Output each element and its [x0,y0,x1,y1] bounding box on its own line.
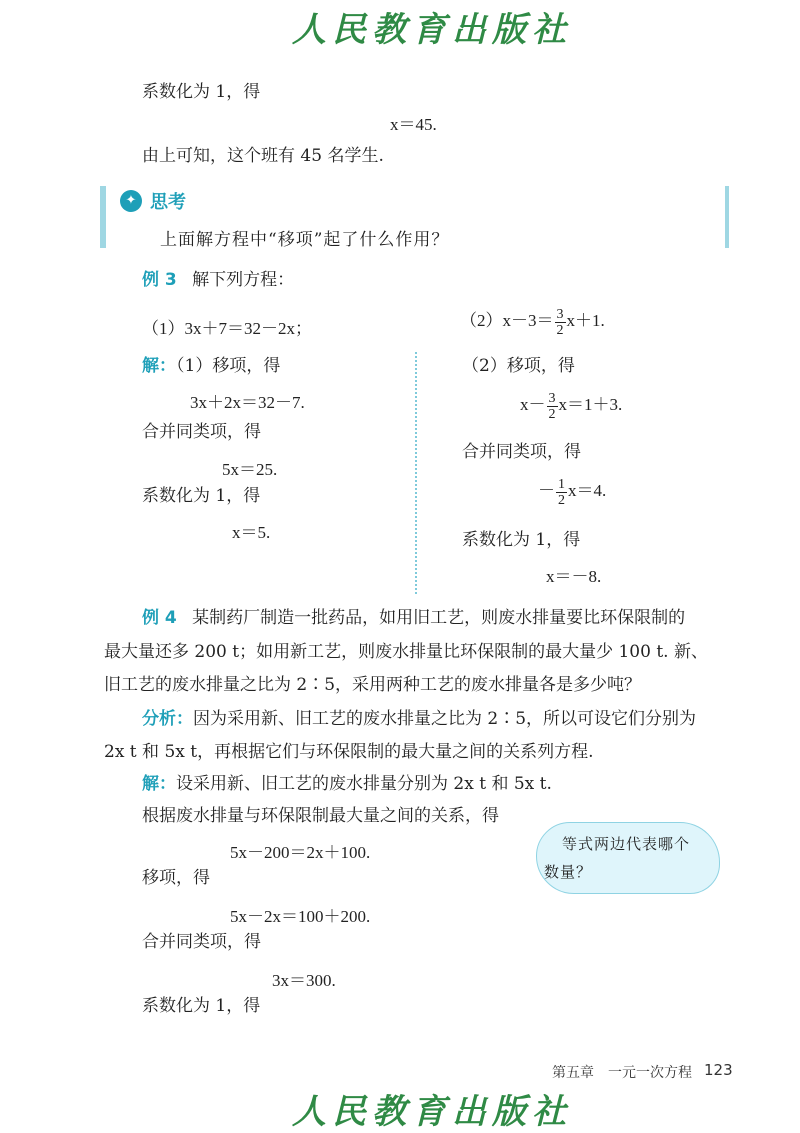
analysis-line-2: 2x t 和 5x t，再根据它们与环保限制的最大量之间的关系列方程. [104,742,594,762]
problem-2-suffix: x＋1. [566,311,605,330]
solution-2-eq2 [538,476,606,508]
example-3-label: 例 3 [142,270,177,290]
example-4-label: 例 4 [142,608,177,628]
analysis-text-1: 因为采用新、旧工艺的废水排量之比为 2∶5，所以可设它们分别为 [193,709,697,729]
solution-2-eq1 [520,390,622,422]
example-4-text-1: 某制药厂制造一批药品，如用旧工艺，则废水排量要比环保限制的 [192,608,686,628]
solution-2-move-text: （2）移项，得 [462,356,575,376]
fraction-1-2 [556,477,567,508]
example-3-title: 解下列方程： [192,270,295,290]
solution-1-eq3: x＝5. [232,523,271,542]
problem-2 [460,306,605,338]
fraction-numerator: 1 [558,476,565,492]
solution-1-step-move [142,354,280,378]
fraction-3-2 [547,391,558,422]
solution-1-eq1: 3x＋2x＝32－7. [190,393,305,412]
solution-2-coef-text: 系数化为 1，得 [462,530,581,550]
conclusion-text: 由上可知，这个班有 45 名学生. [142,146,384,166]
page-number: 123 [704,1061,733,1079]
solution-4-eq2: 5x－2x＝100＋200. [230,907,371,926]
think-question: 上面解方程中“移项”起了什么作用？ [160,230,450,250]
solution-4-line-1 [142,772,552,796]
problem-1: （1）3x＋7＝32－2x； [142,319,312,338]
fraction-denominator: 2 [556,322,564,338]
example-4-line-1 [142,606,685,630]
coef-step-text: 系数化为 1，得 [142,82,261,102]
publisher-logo-bottom: 人民教育出版社 [292,1092,572,1132]
solution-1-merge-text: 合并同类项，得 [142,422,261,442]
example-3-heading [142,268,294,292]
solution-2-eq1-suffix: x＝1＋3. [558,395,623,414]
column-divider [415,352,417,594]
analysis-label: 分析： [142,709,193,729]
example-4-line-3: 旧工艺的废水排量之比为 2∶5，采用两种工艺的废水排量各是多少吨？ [104,675,642,695]
cloud-text-line-1: 等式两边代表哪个 [562,835,691,853]
solution-1-move-text: （1）移项，得 [176,356,281,376]
cloud-text-line-2: 数量？ [544,863,593,881]
solution-2-eq2-prefix: － [538,481,555,500]
think-title: 思考 [150,192,186,213]
analysis-line-1 [142,707,696,731]
solution-2-eq1-prefix: x－ [520,395,546,414]
solution-1-eq2: 5x＝25. [222,460,278,479]
solution-4-line-2: 根据废水排量与环保限制最大量之间的关系，得 [142,806,499,826]
fraction-3-2 [555,307,566,338]
equation-x-45: x＝45. [390,115,437,134]
solution-label: 解： [142,356,176,376]
solution-4-merge-text: 合并同类项，得 [142,932,261,952]
think-box-left-bar [100,186,106,248]
fraction-numerator: 3 [548,390,556,406]
solution-4-label: 解： [142,774,176,794]
chapter-title: 第五章 一元一次方程 [552,1065,692,1081]
solution-4-coef-text: 系数化为 1，得 [142,996,261,1016]
solution-4-move-text: 移项，得 [142,868,210,888]
fraction-numerator: 3 [556,306,564,322]
bulb-icon: ✦ [120,190,142,212]
fraction-denominator: 2 [558,492,565,508]
solution-4-text-1: 设采用新、旧工艺的废水排量分别为 2x t 和 5x t. [176,774,552,794]
publisher-logo-top: 人民教育出版社 [292,10,572,50]
example-4-line-2: 最大量还多 200 t；如用新工艺，则废水排量比环保限制的最大量少 100 t. 新、 [104,642,708,662]
solution-1-coef-text: 系数化为 1，得 [142,486,261,506]
solution-4-eq3: 3x＝300. [272,971,336,990]
fraction-denominator: 2 [548,406,556,422]
solution-2-eq2-suffix: x＝4. [568,481,607,500]
think-box-right-bar [725,186,729,248]
solution-2-merge-text: 合并同类项，得 [462,442,581,462]
solution-2-eq3: x＝－8. [546,567,602,586]
problem-2-prefix: （2）x－3＝ [460,311,554,330]
solution-4-eq1: 5x－200＝2x＋100. [230,843,371,862]
